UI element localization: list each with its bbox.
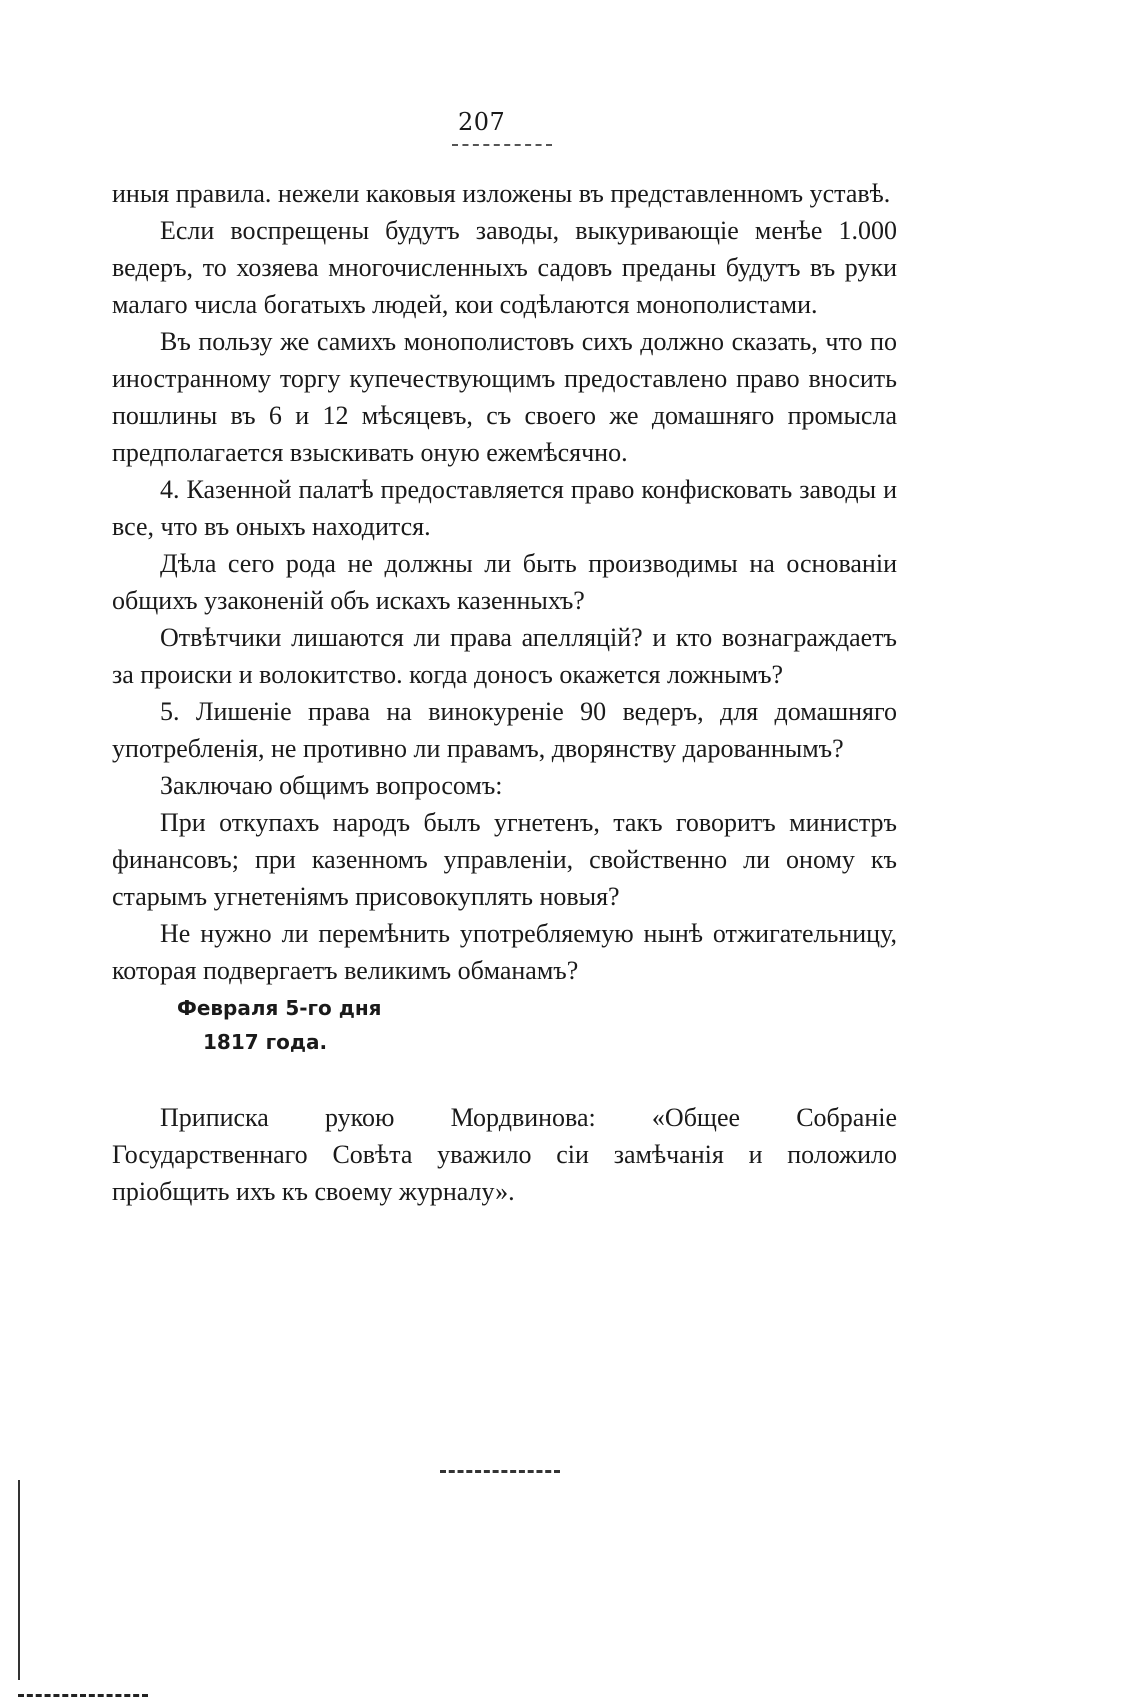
paragraph-conclusion-intro: Заключаю общимъ вопросомъ:	[160, 771, 503, 800]
paragraph-continuation: иныя правила. нежели каковыя изложены въ представленномъ уставѣ.	[112, 179, 891, 208]
paragraph-cases: Дѣла сего рода не должны ли быть производимы на основаніи общихъ узаконеній объ искахъ казенныхъ?	[112, 549, 897, 615]
paragraph-monopolists: Въ пользу же самихъ монополистовъ сихъ должно сказать, что по иностранному торгу купечествующимъ предоставлено право вносить пошлины въ 6 и 12 мѣсяцевъ, съ своего же домашняго промысла предполагается взыскивать оную ежемѣсячно.	[112, 327, 897, 467]
signature-date	[112, 991, 897, 1059]
paragraph-point-4: 4. Казенной палатѣ предоставляется право конфисковать заводы и все, что въ оныхъ находится.	[112, 475, 897, 541]
paragraph-question: При откупахъ народъ былъ угнетенъ, такъ говоритъ министръ финансовъ; при казенномъ управленіи, свойственно ли оному къ старымъ угнетеніямъ присовокуплять новыя?	[112, 808, 897, 911]
paragraph-final-question: Не нужно ли перемѣнить употребляемую нынѣ отжигательницу, которая подвергаетъ великимъ обманамъ?	[112, 919, 897, 985]
signature-day: Февраля 5-го дня	[177, 996, 382, 1020]
paragraph-defendants: Отвѣтчики лишаются ли права апелляцій? и кто вознаграждаетъ за происки и волокитство. когда доносъ окажется ложнымъ?	[112, 623, 897, 689]
page-number: 207	[458, 108, 506, 136]
page-body	[112, 175, 897, 1210]
scan-margin-line	[18, 1480, 20, 1680]
signature-year: 1817 года.	[203, 1030, 328, 1054]
end-rule	[440, 1470, 560, 1473]
page-number-rule	[452, 144, 552, 146]
postscript-note: Приписка рукою Мордвинова: «Общее Собраніе Государственнаго Совѣта уважило сіи замѣчанія и положило пріобщить ихъ къ своему журналу».	[112, 1103, 897, 1206]
paragraph-point-5: 5. Лишеніе права на винокуреніе 90 ведеръ, для домашняго употребленія, не противно ли правамъ, дворянству дарованнымъ?	[112, 697, 897, 763]
scan-margin-foot	[18, 1694, 148, 1697]
paragraph-breweries: Если воспрещены будутъ заводы, выкуривающіе менѣе 1.000 ведеръ, то хозяева многочисленныхъ садовъ преданы будутъ въ руки малаго числа богатыхъ людей, кои содѣлаются монополистами.	[112, 216, 897, 319]
